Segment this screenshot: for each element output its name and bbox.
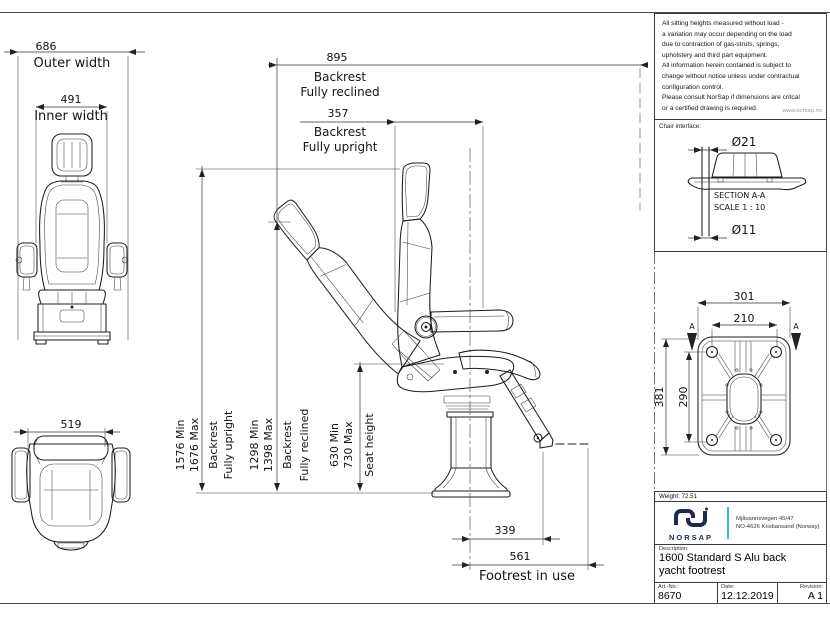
- dim-upright-width: 357: [327, 107, 349, 120]
- dim-height-upright-max: 1676 Max: [188, 417, 201, 473]
- top-view: [12, 436, 130, 550]
- website-label: www.norsap.no: [782, 108, 822, 115]
- chair-interface-label: Chair interface:: [659, 123, 701, 130]
- dim-dia-top: Ø21: [731, 135, 757, 149]
- note-line: Please consult NorSap if dimensions are critcal: [662, 94, 800, 102]
- section-name-label: SECTION A-A: [714, 191, 766, 200]
- dim-height-reclined-label1: Backrest: [281, 421, 294, 469]
- dim-outer-width: 686: [35, 40, 57, 53]
- dimension-texts: [34, 40, 800, 584]
- dim-upright-label2: Fully upright: [302, 140, 378, 154]
- dim-footrest-offset: 339: [494, 524, 516, 537]
- description-line1: 1600 Standard S Alu back: [659, 552, 787, 564]
- art-no-value: 8670: [658, 590, 682, 602]
- weight-value: Weight: 72.51: [659, 493, 698, 500]
- dim-reclined-width: 895: [326, 51, 348, 64]
- backrest-upright: [398, 163, 440, 367]
- sheet-frame: [0, 13, 830, 604]
- date-label: Date:: [721, 584, 735, 590]
- dimensions: [4, 49, 790, 570]
- note-line: All sitting heights measured without load -: [662, 20, 784, 27]
- dim-inner-width: 491: [60, 93, 82, 106]
- section-arrow-right: [791, 333, 801, 351]
- dim-seat-height-max: 730 Max: [342, 421, 355, 469]
- dim-plate-width-holes: 210: [733, 312, 755, 325]
- dim-reclined-label1: Backrest: [313, 70, 367, 84]
- dim-plate-width-outer: 301: [733, 290, 755, 303]
- dim-height-reclined-label2: Fully reclined: [298, 408, 311, 482]
- revision-value: A 1: [807, 590, 823, 602]
- front-view: [16, 134, 128, 344]
- revision-label: Revision:: [799, 584, 823, 590]
- address-line2: NO-4626 Kristiansand (Norway): [736, 524, 820, 530]
- date-value: 12.12.2019: [721, 590, 774, 602]
- art-no-label: Art.-No.:: [658, 584, 679, 590]
- note-line: configuration control.: [662, 83, 724, 91]
- note-line: change without notice unless under contractual: [662, 72, 800, 80]
- dim-height-reclined-min: 1298 Min: [248, 419, 261, 471]
- dim-height-upright-label1: Backrest: [207, 421, 220, 469]
- description-line2: yacht footrest: [659, 564, 726, 577]
- description-label: Description:: [659, 546, 689, 552]
- dim-seat-height-label: Seat height: [363, 413, 376, 477]
- note-line: upholstery and third part equipment.: [662, 51, 768, 59]
- dim-outer-width-label: Outer width: [33, 56, 111, 71]
- dim-footrest-reach: 561: [509, 550, 531, 563]
- section-arrow-left: [687, 333, 697, 351]
- dim-dia-bottom: Ø11: [731, 223, 757, 237]
- address-line1: Mjåvannsvegen 45/47: [736, 516, 794, 522]
- dim-height-upright-min: 1576 Min: [174, 419, 187, 471]
- section-scale-label: SCALE 1 : 10: [714, 203, 766, 212]
- note-line: All information herein contained is subject to: [662, 62, 792, 70]
- section-marker-a-left: A: [689, 322, 695, 331]
- section-marker-a-right: A: [793, 322, 799, 331]
- brand-name: NORSAP: [668, 532, 714, 542]
- base-plate-view: [687, 333, 801, 455]
- dim-plate-height-outer: 381: [653, 386, 666, 408]
- dim-topview-width: 519: [60, 418, 82, 431]
- dim-height-upright-label2: Fully upright: [222, 410, 235, 480]
- note-line: or a certified drawing is required.: [662, 104, 758, 112]
- backrest-reclined: [266, 192, 427, 377]
- dim-reclined-label2: Fully reclined: [300, 85, 380, 99]
- note-line: due to contraction of gas-struts, springs,: [662, 41, 780, 49]
- dim-footrest-label: Footrest in use: [478, 569, 576, 584]
- dim-height-reclined-max: 1398 Max: [262, 417, 275, 473]
- dim-inner-width-label: Inner width: [34, 109, 108, 124]
- dim-upright-label1: Backrest: [313, 125, 367, 139]
- dim-seat-height-min: 630 Min: [328, 422, 341, 468]
- dim-plate-height-holes: 290: [677, 386, 690, 408]
- note-line: a variation may occur depending on the load: [662, 30, 792, 38]
